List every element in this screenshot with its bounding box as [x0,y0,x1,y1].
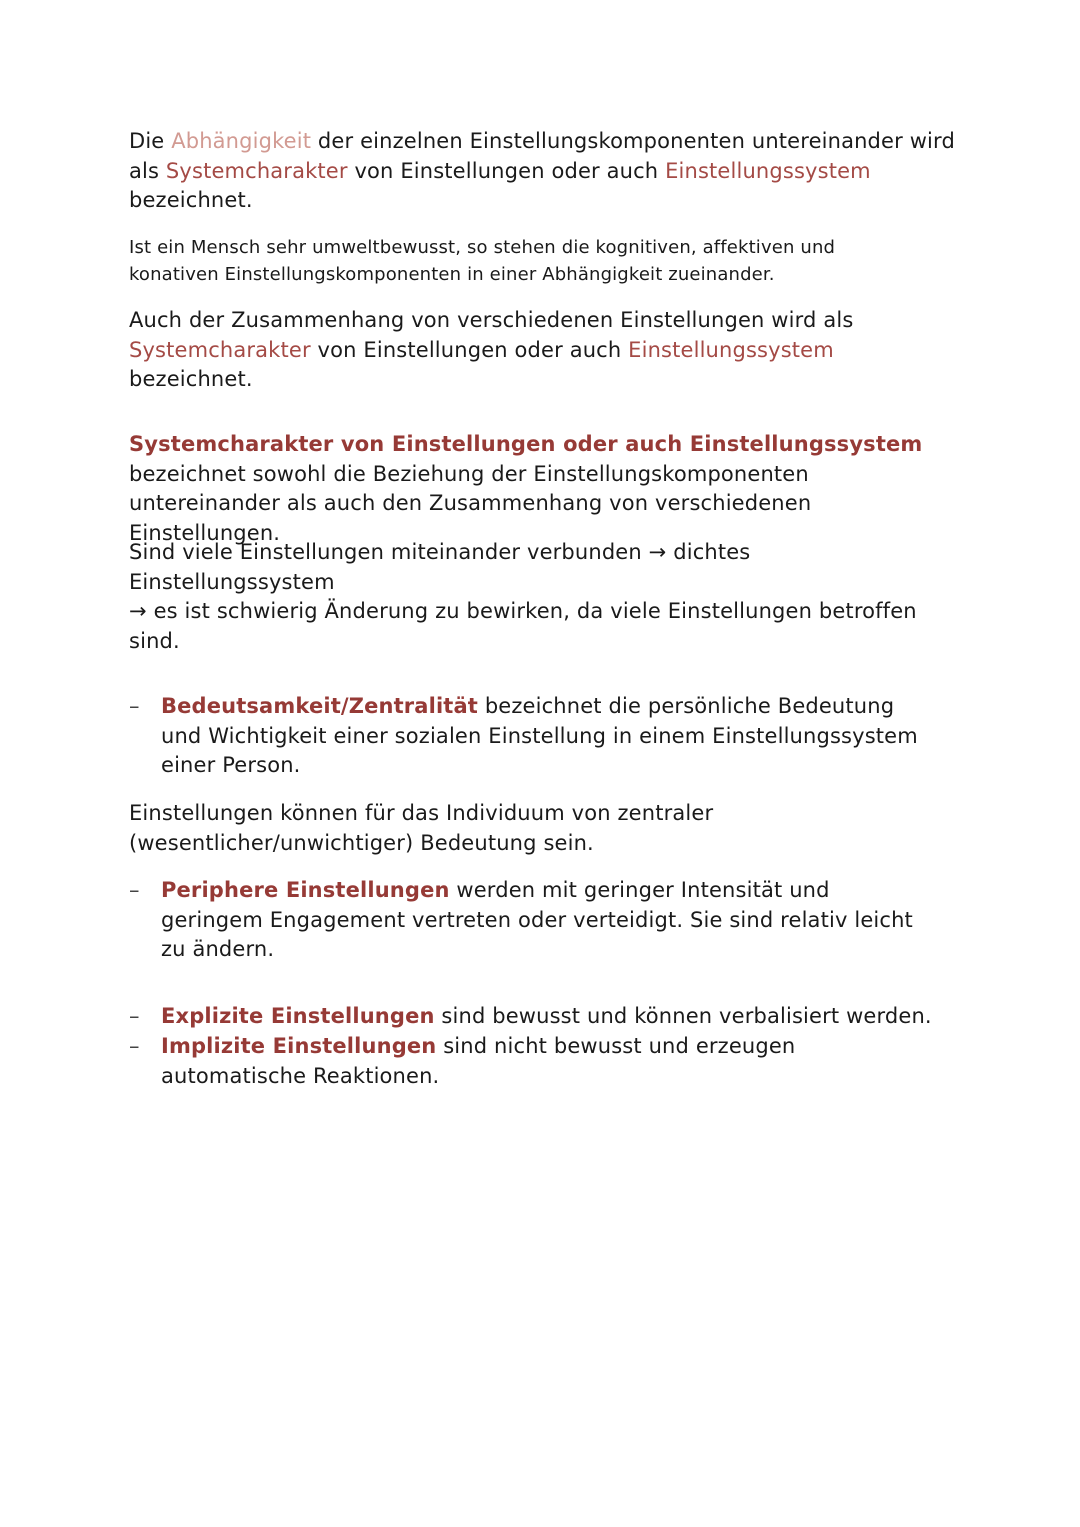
paragraph-central [129,799,749,858]
list-item-text [161,1032,931,1091]
term-explizite: Explizite Einstellungen [161,1004,435,1028]
list-item-bedeutsamkeit [129,692,959,781]
highlight-systemcharakter: Systemcharakter [129,337,311,362]
list-item-periphere [129,876,959,965]
bullet-dash: – [129,1034,140,1058]
list-item-text [161,692,931,781]
text-run: bezeichnet. [129,367,253,391]
bullet-dash: – [129,694,140,718]
text-run: bezeichnet. [129,188,253,212]
text-run: sind bewusst und können verbalisiert werden. [434,1004,932,1028]
text-run: bezeichnet die persönliche Bedeutung und Wichtigkeit einer sozialen Einstellung in einem Einstellungssystem einer Person. [161,694,918,777]
text-run: der einzelnen Einstellungskomponenten untereinander wird als [129,129,955,183]
text-run: werden mit geringer Intensität und geringem Engagement vertreten oder verteidigt. Sie sind relativ leicht zu ändern. [161,878,913,961]
list-item-implizite [129,1032,959,1091]
highlight-einstellungssystem: Einstellungssystem [628,337,834,362]
text-run: von Einstellungen oder auch [310,337,629,362]
term-implizite: Implizite Einstellungen [161,1034,437,1058]
text-run: Die [129,129,172,153]
list-item-text [161,1002,951,1032]
paragraph-dense-system [129,538,959,656]
paragraph-dependency [129,127,959,216]
definition-text: bezeichnet sowohl die Beziehung der Einstellungskomponenten untereinander als auch den Zusammenhang von verschiedenen Einstellungen. [129,461,812,545]
bullet-dash: – [129,1004,140,1028]
definition-term: Systemcharakter von Einstellungen oder auch Einstellungssystem [129,432,923,456]
text-run: von Einstellungen oder auch [347,158,666,183]
text-run: sind nicht bewusst und erzeugen automatische Reaktionen. [161,1034,796,1088]
text-line: Sind viele Einstellungen miteinander verbunden → dichtes Einstellungssystem [129,540,751,594]
example-text: Ist ein Mensch sehr umweltbewusst, so stehen die kognitiven, affektiven und konativen Einstellungskomponenten in einer Abhängigkeit zueinander. [129,237,836,285]
list-item-explizite [129,1002,959,1032]
highlight-systemcharakter: Systemcharakter [165,158,348,183]
highlight-abhaengigkeit: Abhängigkeit [171,129,312,153]
text-run: Einstellungen können für das Individuum von zentraler (wesentlicher/unwichtiger) Bedeutung sein. [129,801,714,855]
bullet-dash: – [129,878,140,902]
term-periphere: Periphere Einstellungen [161,878,450,902]
paragraph-relationship [129,306,959,395]
text-line: → es ist schwierig Änderung zu bewirken, da viele Einstellungen betroffen sind. [129,599,917,653]
highlight-einstellungssystem: Einstellungssystem [665,158,871,183]
paragraph-example [129,234,889,288]
definition-systemcharakter [129,430,959,548]
text-run: Auch der Zusammenhang von verschiedenen Einstellungen wird als [129,308,854,332]
term-bedeutsamkeit: Bedeutsamkeit/Zentralität [161,694,478,718]
list-item-text [161,876,931,965]
